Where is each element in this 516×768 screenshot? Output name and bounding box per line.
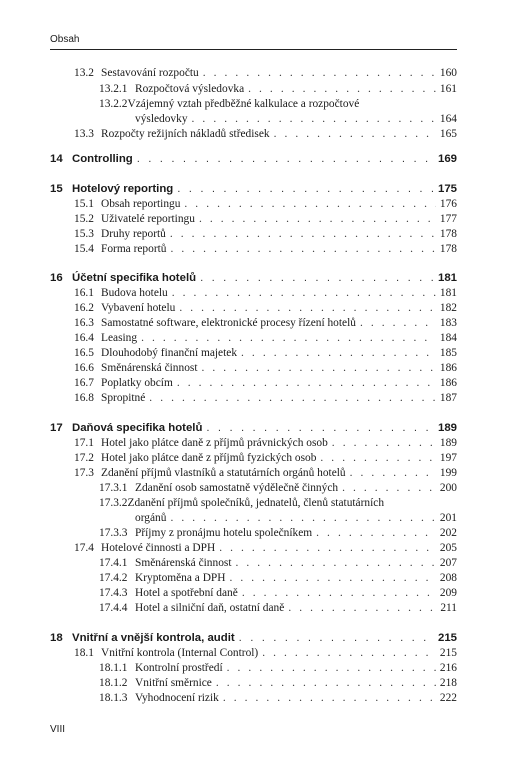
toc-entry[interactable]: [99, 676, 457, 691]
toc-entry[interactable]: [99, 82, 457, 97]
toc-entry-title: Poplatky obcím: [101, 377, 173, 389]
toc-entry[interactable]: [74, 346, 457, 361]
toc-entry[interactable]: [74, 541, 457, 556]
toc-entry-title: Vzájemný vztah předběžné kalkulace a rozpočtové: [127, 98, 360, 110]
toc-entry-number: 16.8: [74, 392, 94, 404]
dot-leader: [199, 212, 436, 227]
toc-entry-number: 13.2.1: [99, 83, 128, 95]
toc-entry-title: Hotelový reporting: [72, 183, 174, 195]
dot-leader: [288, 601, 436, 616]
dot-leader: [141, 331, 436, 346]
toc-entry-page: 207: [439, 557, 457, 569]
toc-entry-page: 178: [439, 243, 457, 255]
toc-entry-number: 17: [50, 422, 63, 434]
dot-leader: [219, 541, 436, 556]
toc-entry-title: Zdanění příjmů společníků, jednatelů, členů statutárních: [127, 497, 385, 509]
toc-entry[interactable]: [74, 646, 457, 661]
toc-chapter-entry[interactable]: [50, 421, 457, 436]
dot-leader: [316, 526, 436, 541]
toc-entry-number: 17.3: [74, 467, 94, 479]
toc-entry[interactable]: [99, 481, 457, 496]
toc-entry-title: Samostatné software, elektronické procesy řízení hotelů: [101, 317, 356, 329]
dot-leader: [170, 242, 435, 257]
dot-leader: [235, 556, 435, 571]
toc-entry-title: Hotel a silniční daň, ostatní daně: [135, 602, 285, 614]
toc-entry-title: Vnitřní kontrola (Internal Control): [101, 647, 259, 659]
toc-entry-number: 16.6: [74, 362, 94, 374]
dot-leader: [192, 112, 436, 127]
dot-leader: [241, 346, 436, 361]
toc-entry-number: 16.5: [74, 347, 94, 359]
toc-entry[interactable]: [99, 586, 457, 601]
toc-entry-title: Účetní specifika hotelů: [72, 272, 197, 284]
toc-entry-title: Vnitřní směrnice: [135, 677, 212, 689]
toc-entry[interactable]: [99, 526, 457, 541]
toc-entry-title: Daňová specifika hotelů: [72, 422, 203, 434]
toc-entry-title: Kryptoměna a DPH: [135, 572, 226, 584]
toc-entry[interactable]: [74, 451, 457, 466]
dot-leader: [184, 197, 436, 212]
toc-entry-page: 165: [439, 128, 457, 140]
toc-entry-number: 18.1: [74, 647, 94, 659]
toc-entry-page: 161: [439, 83, 457, 95]
toc-entry-number: 17.2: [74, 452, 94, 464]
toc-entry-page: 181: [439, 287, 457, 299]
toc-entry-number: 16.7: [74, 377, 94, 389]
toc-entry[interactable]: [74, 66, 457, 81]
toc-entry-page: 216: [439, 662, 457, 674]
toc-entry-page: 222: [439, 692, 457, 704]
toc-entry-number: 15.1: [74, 198, 94, 210]
dot-leader: [223, 691, 436, 706]
dot-leader: [239, 631, 434, 646]
toc-entry-page: 185: [439, 347, 457, 359]
toc-entry-number: 13.2: [74, 67, 94, 79]
toc-entry-page: 197: [439, 452, 457, 464]
toc-entry-title: Dlouhodobý finanční majetek: [101, 347, 238, 359]
toc-entry-number: 13.3: [74, 128, 94, 140]
toc-entry-number: 17.4.4: [99, 602, 128, 614]
running-header: Obsah: [50, 34, 80, 45]
toc-entry[interactable]: [99, 601, 457, 616]
page-number: VIII: [50, 724, 66, 735]
dot-leader: [179, 301, 436, 316]
toc-entry-number: 15.2: [74, 213, 94, 225]
toc-entry-title: orgánů: [135, 512, 167, 524]
toc-entry-title: Rozpočty režijních nákladů středisek: [101, 128, 270, 140]
toc-entry-title: Směnárenská činnost: [135, 557, 232, 569]
toc-entry-title: Zdanění příjmů vlastníků a statutárních orgánů hotelů: [101, 467, 346, 479]
toc-entry-page: 186: [439, 377, 457, 389]
dot-leader: [137, 152, 434, 167]
toc-entry-number: 18.1.1: [99, 662, 128, 674]
toc-entry-title: Směnárenská činnost: [101, 362, 198, 374]
toc-entry[interactable]: [74, 361, 457, 376]
toc-entry[interactable]: [99, 496, 457, 511]
toc-entry-page: 189: [439, 437, 457, 449]
toc-entry-title: Kontrolní prostředí: [135, 662, 223, 674]
dot-leader: [229, 571, 435, 586]
dot-leader: [242, 586, 436, 601]
toc-entry-page: 183: [439, 317, 457, 329]
toc-entry-page: 209: [439, 587, 457, 599]
dot-leader: [203, 66, 436, 81]
toc-entry-page: 215: [437, 632, 457, 644]
toc-entry-page: 205: [439, 542, 457, 554]
toc-entry[interactable]: [74, 242, 457, 257]
toc-entry-page: 176: [439, 198, 457, 210]
toc-entry-page: 201: [439, 512, 457, 524]
toc-entry-page: 164: [439, 113, 457, 125]
dot-leader: [216, 676, 436, 691]
toc-entry-page: 160: [439, 67, 457, 79]
dot-leader: [170, 227, 436, 242]
toc-entry[interactable]: [74, 436, 457, 451]
toc-entry-title: Zdanění osob samostatně výdělečně činných: [135, 482, 339, 494]
toc-entry-title: Vybavení hotelu: [101, 302, 176, 314]
toc-chapter-entry[interactable]: [50, 182, 457, 197]
toc-entry-number: 17.4.2: [99, 572, 128, 584]
toc-entry[interactable]: [74, 127, 457, 142]
toc-entry-title: Hotel jako plátce daně z příjmů právnických osob: [101, 437, 328, 449]
toc-entry[interactable]: [99, 691, 457, 706]
toc-entry[interactable]: [74, 331, 457, 346]
toc-entry-page: 187: [439, 392, 457, 404]
toc-entry-title: Hotel jako plátce daně z příjmů fyzických osob: [101, 452, 317, 464]
toc-entry-title: Spropitné: [101, 392, 146, 404]
dot-leader: [332, 436, 436, 451]
toc-entry-page: 189: [437, 422, 457, 434]
dot-leader: [248, 82, 436, 97]
toc-entry-number: 18.1.3: [99, 692, 128, 704]
toc-entry[interactable]: [74, 212, 457, 227]
toc-entry[interactable]: [74, 197, 457, 212]
dot-leader: [342, 481, 436, 496]
toc-entry-title: Vyhodnocení rizik: [135, 692, 219, 704]
toc-entry-number: 16.1: [74, 287, 94, 299]
toc-entry-page: 215: [439, 647, 457, 659]
toc-entry[interactable]: [99, 661, 457, 676]
toc-entry-number: 17.3.1: [99, 482, 128, 494]
toc-entry-number: 16.2: [74, 302, 94, 314]
toc-entry-number: 15.4: [74, 243, 94, 255]
dot-leader: [177, 182, 434, 197]
toc-entry[interactable]: [74, 301, 457, 316]
toc-entry-title: Vnitřní a vnější kontrola, audit: [72, 632, 235, 644]
toc-entry[interactable]: [135, 112, 457, 127]
dot-leader: [360, 316, 436, 331]
dot-leader: [274, 127, 436, 142]
toc-entry[interactable]: [74, 391, 457, 406]
toc-entry[interactable]: [99, 97, 457, 112]
toc-entry-title: Hotelové činnosti a DPH: [101, 542, 216, 554]
toc-entry-page: 184: [439, 332, 457, 344]
toc-entry-page: 202: [439, 527, 457, 539]
toc-entry-number: 16: [50, 272, 63, 284]
toc-entry[interactable]: [74, 286, 457, 301]
toc-entry-title: Forma reportů: [101, 243, 167, 255]
toc-entry[interactable]: [74, 466, 457, 481]
toc-entry-title: Sestavování rozpočtu: [101, 67, 199, 79]
toc-entry-title: Druhy reportů: [101, 228, 166, 240]
toc-chapter-entry[interactable]: [50, 631, 457, 646]
toc-entry-number: 17.4.1: [99, 557, 128, 569]
toc-entry-number: 17.4: [74, 542, 94, 554]
dot-leader: [350, 466, 436, 481]
toc-entry-number: 15: [50, 183, 63, 195]
toc-entry-number: 17.4.3: [99, 587, 128, 599]
toc-entry-page: 182: [439, 302, 457, 314]
dot-leader: [227, 661, 436, 676]
toc-entry-page: 181: [437, 272, 457, 284]
dot-leader: [200, 271, 434, 286]
dot-leader: [262, 646, 436, 661]
dot-leader: [201, 361, 435, 376]
toc-entry-title: Rozpočtová výsledovka: [135, 83, 245, 95]
toc-entry-title: Budova hotelu: [101, 287, 168, 299]
toc-entry-page: 186: [439, 362, 457, 374]
toc-chapter-entry[interactable]: [50, 152, 457, 167]
dot-leader: [206, 421, 434, 436]
dot-leader: [320, 451, 436, 466]
toc-entry-title: Controlling: [72, 153, 133, 165]
toc-entry-title: Hotel a spotřební daně: [135, 587, 238, 599]
toc-entry[interactable]: [74, 316, 457, 331]
toc-entry-number: 18.1.2: [99, 677, 128, 689]
toc-entry[interactable]: [99, 556, 457, 571]
toc-entry[interactable]: [74, 227, 457, 242]
dot-leader: [177, 376, 436, 391]
toc-entry-number: 15.3: [74, 228, 94, 240]
toc-entry[interactable]: [135, 511, 457, 526]
toc-entry-title: Obsah reportingu: [101, 198, 181, 210]
toc-chapter-entry[interactable]: [50, 271, 457, 286]
toc-entry-title: Uživatelé reportingu: [101, 213, 195, 225]
dot-leader: [149, 391, 436, 406]
toc-entry-number: 14: [50, 153, 63, 165]
toc-entry-number: 17.3.3: [99, 527, 128, 539]
toc-entry-number: 17.1: [74, 437, 94, 449]
toc-entry-number: 17.3.2: [99, 497, 128, 509]
toc-entry-number: 16.4: [74, 332, 94, 344]
toc-entry-title: Příjmy z pronájmu hotelu společníkem: [135, 527, 313, 539]
toc-entry-title: Leasing: [101, 332, 138, 344]
toc-entry[interactable]: [74, 376, 457, 391]
toc-entry-page: 208: [439, 572, 457, 584]
toc-entry-page: 218: [439, 677, 457, 689]
toc-entry-number: 18: [50, 632, 63, 644]
toc-entry-number: 16.3: [74, 317, 94, 329]
toc-entry-page: 200: [439, 482, 457, 494]
toc-entry-title: výsledovky: [135, 113, 188, 125]
toc-entry-number: 13.2.2: [99, 98, 128, 110]
toc-entry-page: 178: [439, 228, 457, 240]
toc-entry-page: 211: [440, 602, 457, 614]
toc-entry-page: 169: [437, 153, 457, 165]
toc-entry[interactable]: [99, 571, 457, 586]
toc-entry-page: 175: [437, 183, 457, 195]
dot-leader: [170, 511, 435, 526]
dot-leader: [172, 286, 436, 301]
toc-entry-page: 177: [439, 213, 457, 225]
toc-entry-page: 199: [439, 467, 457, 479]
